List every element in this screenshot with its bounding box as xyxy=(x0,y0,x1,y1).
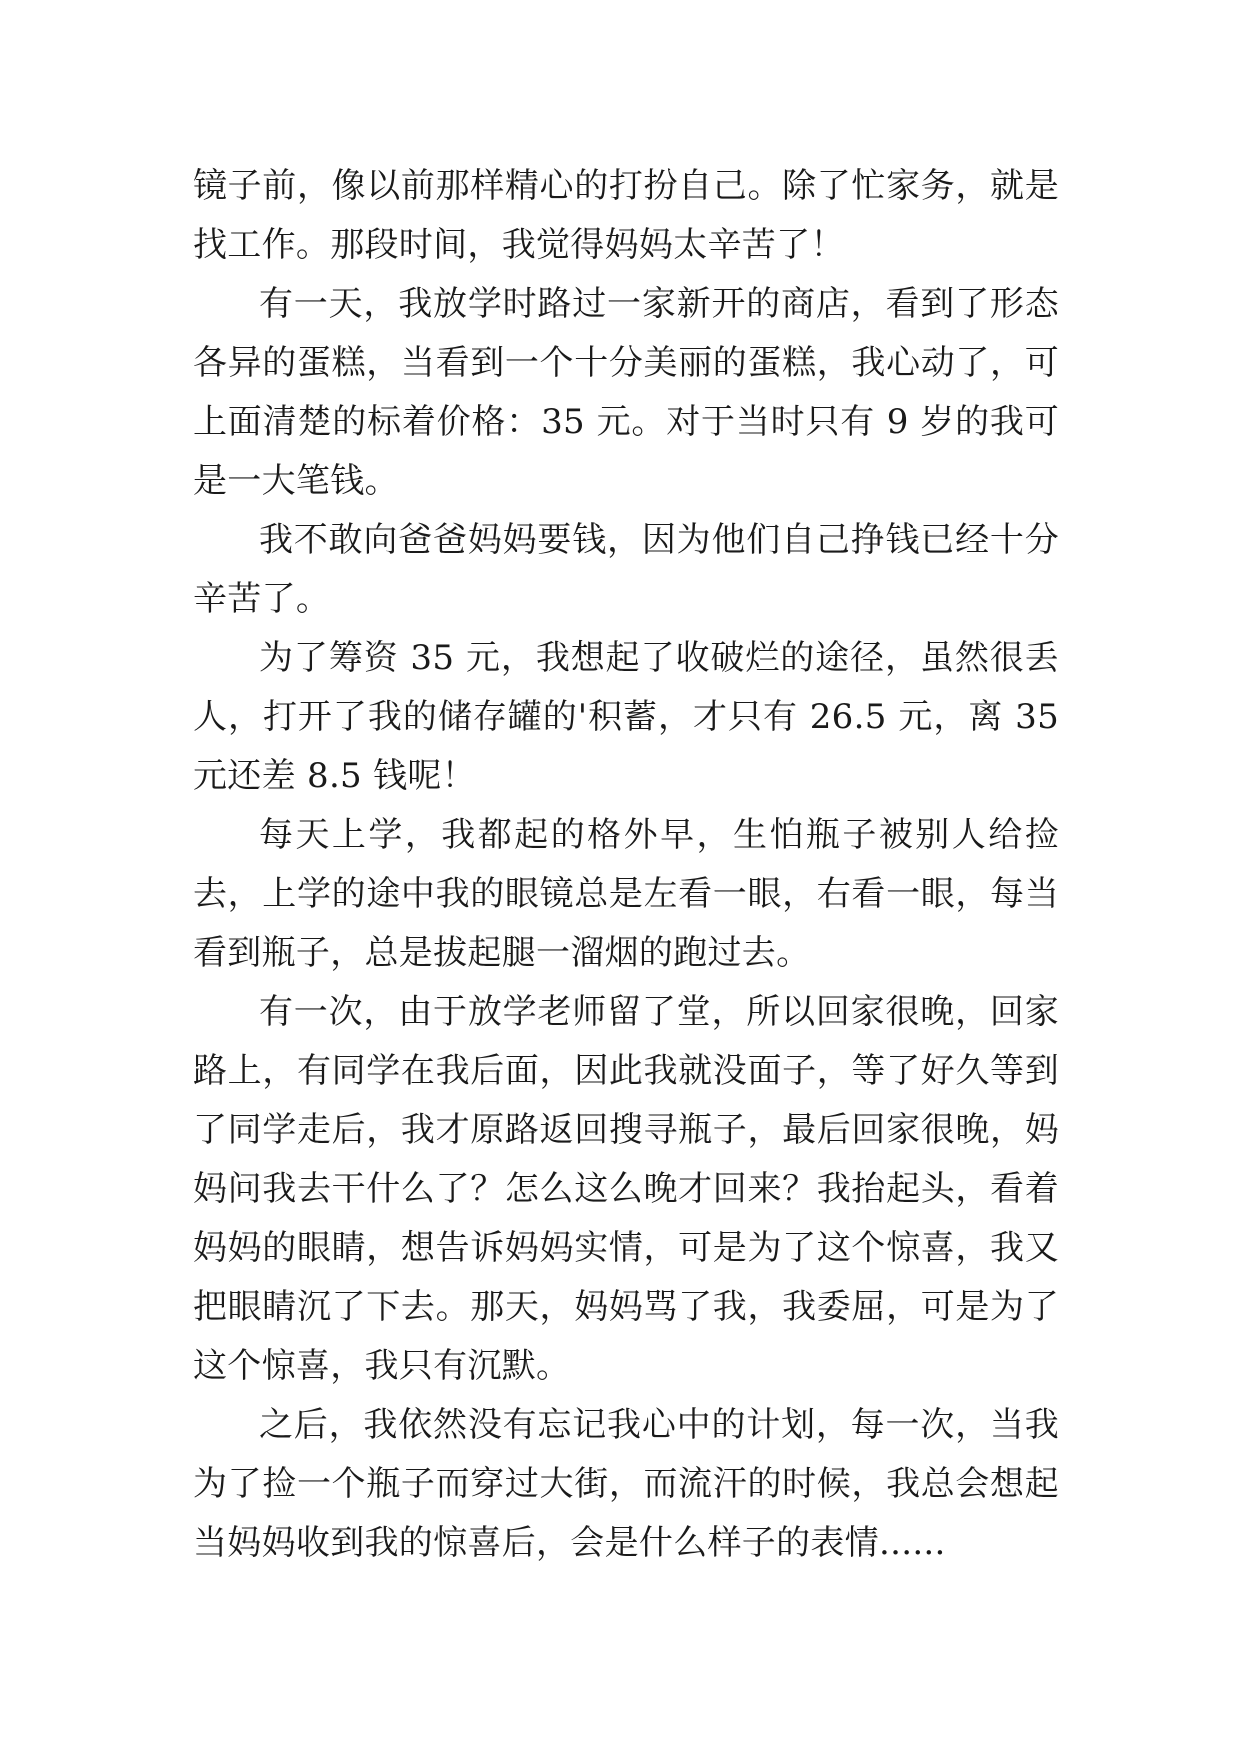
paragraph-7: 之后，我依然没有忘记我心中的计划，每一次，当我为了捡一个瓶子而穿过大街，而流汗的时候，我总会想起当妈妈收到我的惊喜后，会是什么样子的表情...... xyxy=(193,1405,1059,1563)
paragraph-5: 每天上学，我都起的格外早，生怕瓶子被别人给捡去，上学的途中我的眼镜总是左看一眼，右看一眼，每当看到瓶子，总是拔起腿一溜烟的跑过去。 xyxy=(193,815,1059,973)
paragraph-2: 有一天，我放学时路过一家新开的商店，看到了形态各异的蛋糕，当看到一个十分美丽的蛋糕，我心动了，可上面清楚的标着价格：35 元。对于当时只有 9 岁的我可是一大笔钱。 xyxy=(193,284,1059,501)
essay-body xyxy=(193,157,1059,1573)
paragraph-4: 为了筹资 35 元，我想起了收破烂的途径，虽然很丢人，打开了我的储存罐的'积蓄，才只有 26.5 元，离 35 元还差 8.5 钱呢！ xyxy=(193,638,1059,796)
paragraph-6: 有一次，由于放学老师留了堂，所以回家很晚，回家路上，有同学在我后面，因此我就没面子，等了好久等到了同学走后，我才原路返回搜寻瓶子，最后回家很晚，妈妈问我去干什么了？怎么这么晚才回来？我抬起头，看着妈妈的眼睛，想告诉妈妈实情，可是为了这个惊喜，我又把眼睛沉了下去。那天，妈妈骂了我，我委屈，可是为了这个惊喜，我只有沉默。 xyxy=(193,992,1059,1386)
paragraph-1: 镜子前，像以前那样精心的打扮自己。除了忙家务，就是找工作。那段时间，我觉得妈妈太辛苦了！ xyxy=(193,166,1059,265)
paragraph-3: 我不敢向爸爸妈妈要钱，因为他们自己挣钱已经十分辛苦了。 xyxy=(193,520,1059,619)
